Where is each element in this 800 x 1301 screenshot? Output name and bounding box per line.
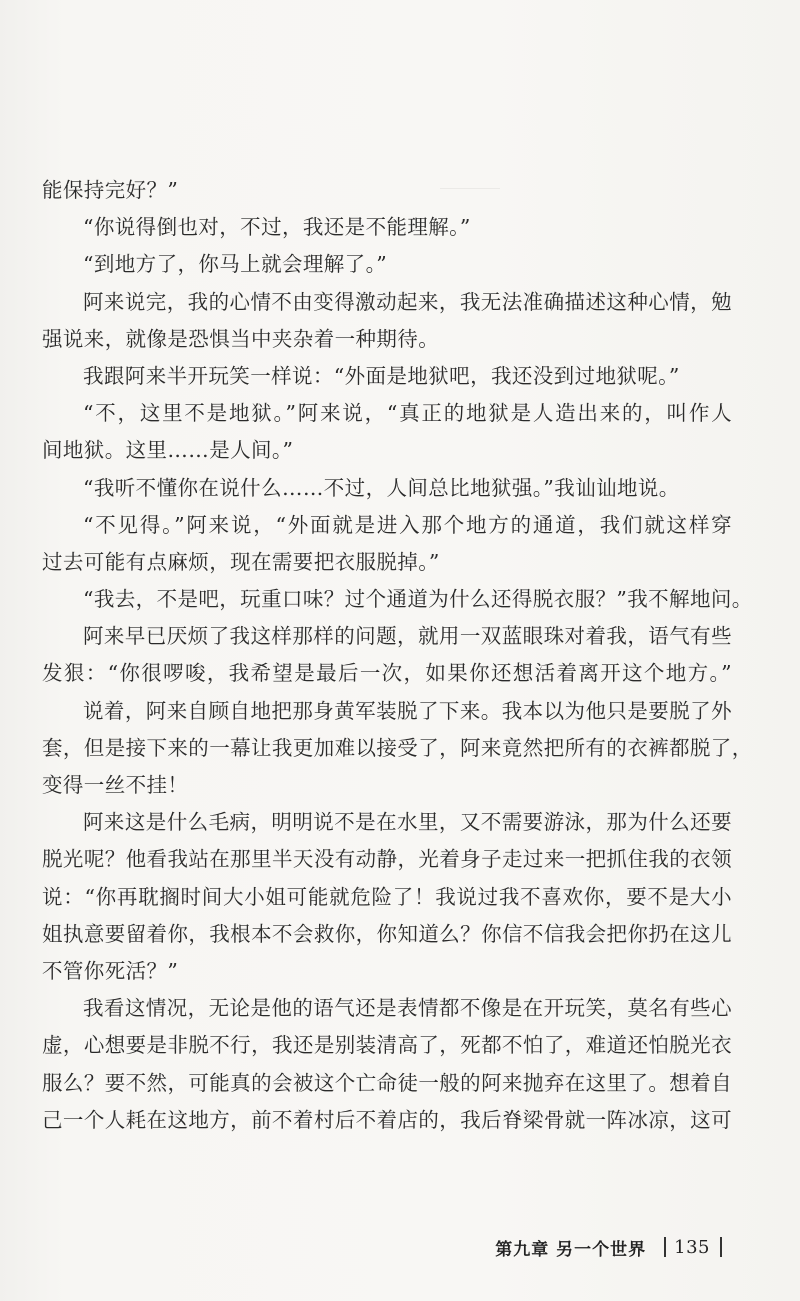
footer-divider-right xyxy=(720,1237,722,1257)
body-text xyxy=(42,172,753,1139)
page-number: 135 xyxy=(674,1236,710,1258)
text-line: 能保持完好？” xyxy=(42,178,179,202)
text-line: 间地狱。这里……是人间。” xyxy=(42,438,294,463)
text-line: 过去可能有点麻烦，现在需要把衣服脱掉。” xyxy=(42,549,440,574)
text-line: 阿来说完，我的心情不由变得激动起来，我无法准确描述这种心情，勉 xyxy=(83,289,732,314)
text-line: “不，这里不是地狱。”阿来说，“真正的地狱是人造出来的，叫作人 xyxy=(83,401,732,426)
text-line: “到地方了，你马上就会理解了。” xyxy=(83,252,388,277)
text-line: 姐执意要留着你，我根本不会救你，你知道么？你信不信我会把你扔在这儿 xyxy=(42,921,732,946)
text-line: 不管你死活？” xyxy=(42,958,179,983)
text-line: 说：“你再耽搁时间大小姐可能就危险了！我说过我不喜欢你，要不是大小 xyxy=(42,884,732,909)
text-line: 变得一丝不挂！ xyxy=(42,773,189,797)
text-line: 我看这情况，无论是他的语气还是表情都不像是在开玩笑，莫名有些心 xyxy=(83,996,732,1021)
chapter-title: 第九章 另一个世界 xyxy=(495,1239,647,1260)
text-line: 说着，阿来自顾自地把那身黄军装脱了下来。我本以为他只是要脱了外 xyxy=(83,698,732,723)
text-line: 阿来这是什么毛病，明明说不是在水里，又不需要游泳，那为什么还要 xyxy=(83,810,732,835)
text-line: 脱光呢？他看我站在那里半天没有动静，光着身子走过来一把抓住我的衣领 xyxy=(42,847,732,872)
text-line: 强说来，就像是恐惧当中夹杂着一种期待。 xyxy=(42,326,440,351)
text-line: “我听不懂你在说什么……不过，人间总比地狱强。”我讪讪地说。 xyxy=(83,475,680,500)
text-line: 阿来早已厌烦了我这样那样的问题，就用一双蓝眼珠对着我，语气有些 xyxy=(83,624,732,649)
text-line: “你说得倒也对，不过，我还是不能理解。” xyxy=(83,215,471,240)
text-line: 套，但是接下来的一幕让我更加难以接受了，阿来竟然把所有的衣裤都脱了， xyxy=(42,735,753,760)
text-line: 服么？要不然，可能真的会被这个亡命徒一般的阿来抛弃在这里了。想着自 xyxy=(42,1070,732,1095)
footer-divider xyxy=(664,1237,666,1257)
text-line: “我去，不是吧，玩重口味？过个通道为什么还得脱衣服？”我不解地问。 xyxy=(83,587,753,612)
text-line: 发狠：“你很啰唆，我希望是最后一次，如果你还想活着离开这个地方。” xyxy=(42,661,732,686)
text-line: 己一个人耗在这地方，前不着村后不着店的，我后脊梁骨就一阵冰凉，这可 xyxy=(42,1107,732,1132)
text-line: 虚，心想要是非脱不行，我还是别装清高了，死都不怕了，难道还怕脱光衣 xyxy=(42,1033,732,1058)
page-footer xyxy=(495,1232,722,1262)
text-line: 我跟阿来半开玩笑一样说：“外面是地狱吧，我还没到过地狱呢。” xyxy=(83,363,680,388)
text-line: “不见得。”阿来说，“外面就是进入那个地方的通道，我们就这样穿 xyxy=(83,512,732,537)
